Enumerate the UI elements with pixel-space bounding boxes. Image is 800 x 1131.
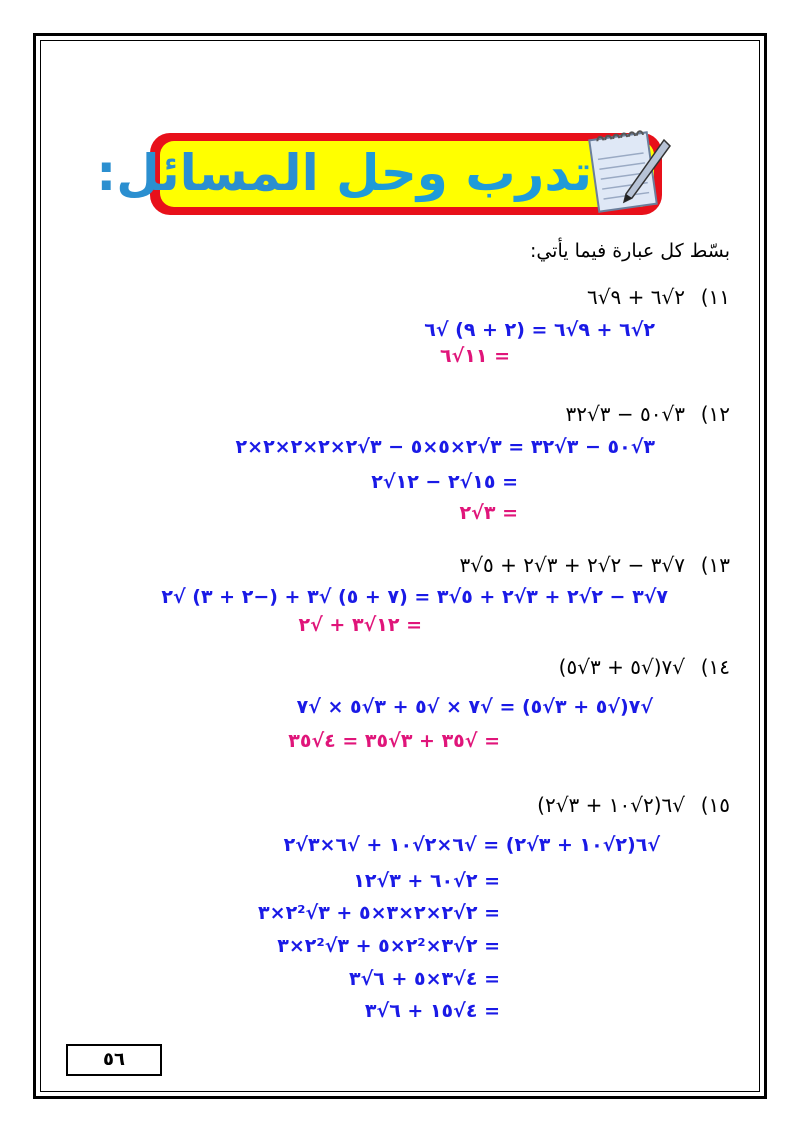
instruction-text: بسّط كل عبارة فيما يأتي: [529, 240, 730, 262]
problem-12-answer: = ٣√٢ [459, 502, 518, 524]
problem-15-step-5: = ٤√٣×٥ + ٦√٣ [348, 968, 500, 990]
problem-15-question: √٦(٢√١٠ + ٣√٢) [537, 793, 685, 817]
problem-12-step-2: = ١٥√٢ − ١٢√٢ [371, 471, 518, 493]
problem-14-question: √٧(√٥ + ٣√٥) [558, 655, 685, 679]
problem-15-step-4: = ٢√٣×٢²×٥ + ٣√٢²×٣ [277, 935, 500, 957]
problem-13-question: ٧√٣ − ٢√٢ + ٣√٢ + ٥√٣ [459, 553, 685, 577]
problem-12-question: ٣√٥٠ − ٣√٣٢ [565, 402, 685, 426]
page-number: ٥٦ [66, 1044, 162, 1076]
problem-14-answer: = √٣٥ + ٣√٣٥ = ٤√٣٥ [288, 730, 500, 752]
problem-15-step-1: √٦(٢√١٠ + ٣√٢) = √٦×٢√١٠ + √٦×٣√٢ [283, 834, 660, 856]
title-word-3: المسائل: [96, 144, 319, 202]
problem-11-answer: = ١١√٦ [439, 345, 510, 367]
problem-14-step-1: √٧(√٥ + ٣√٥) = √٧ × √٥ + ٣√٥ × √٧ [296, 696, 653, 718]
problem-14-number: ١٤) [700, 655, 730, 679]
problem-13-step-1: ٧√٣ − ٢√٢ + ٣√٢ + ٥√٣ = (٧ + ٥) √٣ + (−٢ + ٣) √٢ [161, 586, 668, 608]
notepad-pencil-icon [588, 122, 672, 214]
problem-12-step-1: ٣√٥٠ − ٣√٣٢ = ٣√٢×٥×٥ − ٣√٢×٢×٢×٢×٢ [235, 436, 655, 458]
problem-12-number: ١٢) [700, 402, 730, 426]
title-word-1: تدرب [465, 144, 592, 202]
page-title [96, 135, 592, 211]
problem-15-answer: = ٤√١٥ + ٦√٣ [364, 1000, 500, 1022]
problem-11-number: ١١) [700, 285, 730, 309]
problem-13-number: ١٣) [700, 553, 730, 577]
problem-11-question: ٢√٦ + ٩√٦ [587, 285, 685, 309]
problem-15-step-3: = ٢√٢×٢×٣×٥ + ٣√٢²×٣ [258, 902, 500, 924]
problem-13-answer: = ١٢√٣ + √٢ [298, 614, 422, 636]
title-word-2: وحل [336, 144, 448, 202]
problem-15-number: ١٥) [700, 793, 730, 817]
problem-11-step-1: ٢√٦ + ٩√٦ = (٢ + ٩) √٦ [424, 319, 655, 341]
problem-15-step-2: = ٢√٦٠ + ٣√١٢ [353, 870, 500, 892]
